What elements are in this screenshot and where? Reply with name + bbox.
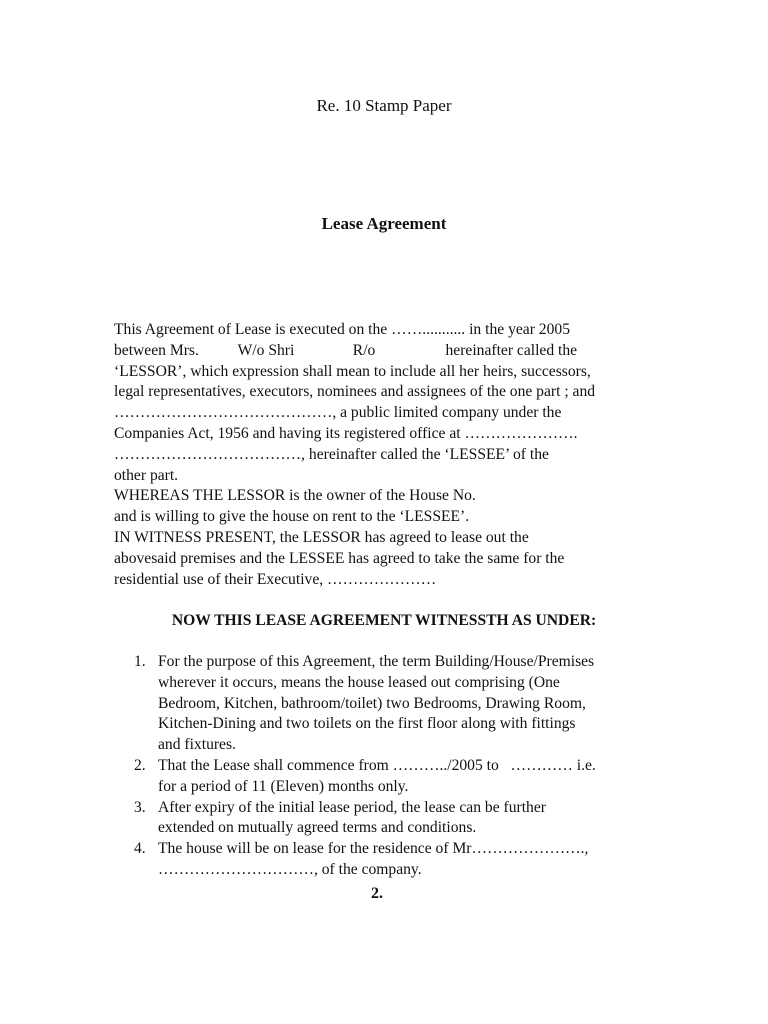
preamble-line: Companies Act, 1956 and having its registered office at …………………. [114,424,578,442]
clause-number: 1. [134,653,146,670]
clause-line: …………………………, of the company. [158,860,422,878]
clause-line: and fixtures. [158,736,236,754]
preamble-line: ………………………………, hereinafter called the ‘LESSEE’ of the [114,445,549,463]
preamble-line: legal representatives, executors, nominees and assignees of the one part ; and [114,383,596,401]
clause-number: 3. [134,798,146,816]
clause-line: Bedroom, Kitchen, bathroom/toilet) two Bedrooms, Drawing Room, [158,694,586,712]
clause-item [114,839,654,881]
preamble-line: and is willing to give the house on rent to the ‘LESSEE’. [114,508,470,526]
clause-line: After expiry of the initial lease period, the lease can be further [158,798,546,816]
preamble-line: abovesaid premises and the LESSEE has agreed to take the same for the [114,549,565,567]
clause-list [114,652,654,881]
preamble-line: between Mrs. W/o Shri R/o hereinafter called the [114,341,578,359]
clause-number: 4. [134,840,146,858]
page-number: 2. [371,885,383,902]
clause-item [114,756,654,798]
clause-line: For the purpose of this Agreement, the term Building/House/Premises [158,653,595,670]
clause-line: extended on mutually agreed terms and conditions. [158,819,477,837]
stamp-paper-title: Re. 10 Stamp Paper [316,96,452,115]
clause-item [114,798,654,840]
clause-line: for a period of 11 (Eleven) months only. [158,777,409,795]
preamble-line: other part. [114,466,179,484]
preamble-line: WHEREAS THE LESSOR is the owner of the House No. [114,487,476,505]
clause-line: That the Lease shall commence from ………../2005 to ………… i.e. [158,756,596,774]
document-title: Lease Agreement [321,214,447,233]
witness-heading: NOW THIS LEASE AGREEMENT WITNESSTH AS UNDER: [171,612,597,629]
preamble-line: residential use of their Executive, ………………… [114,570,437,588]
preamble-line: IN WITNESS PRESENT, the LESSOR has agreed to lease out the [114,528,529,546]
clause-item [114,652,654,756]
clause-line: The house will be on lease for the residence of Mr…………………., [158,840,589,858]
preamble-line: This Agreement of Lease is executed on the ……........... in the year 2005 [114,321,570,338]
clause-line: wherever it occurs, means the house leased out comprising (One [158,673,560,691]
preamble-line: ‘LESSOR’, which expression shall mean to include all her heirs, successors, [114,362,591,380]
preamble-line: ……………………………………, a public limited company under the [114,404,562,422]
clause-line: Kitchen-Dining and two toilets on the first floor along with fittings [158,715,576,733]
clause-number: 2. [134,756,146,774]
agreement-preamble [114,320,654,590]
